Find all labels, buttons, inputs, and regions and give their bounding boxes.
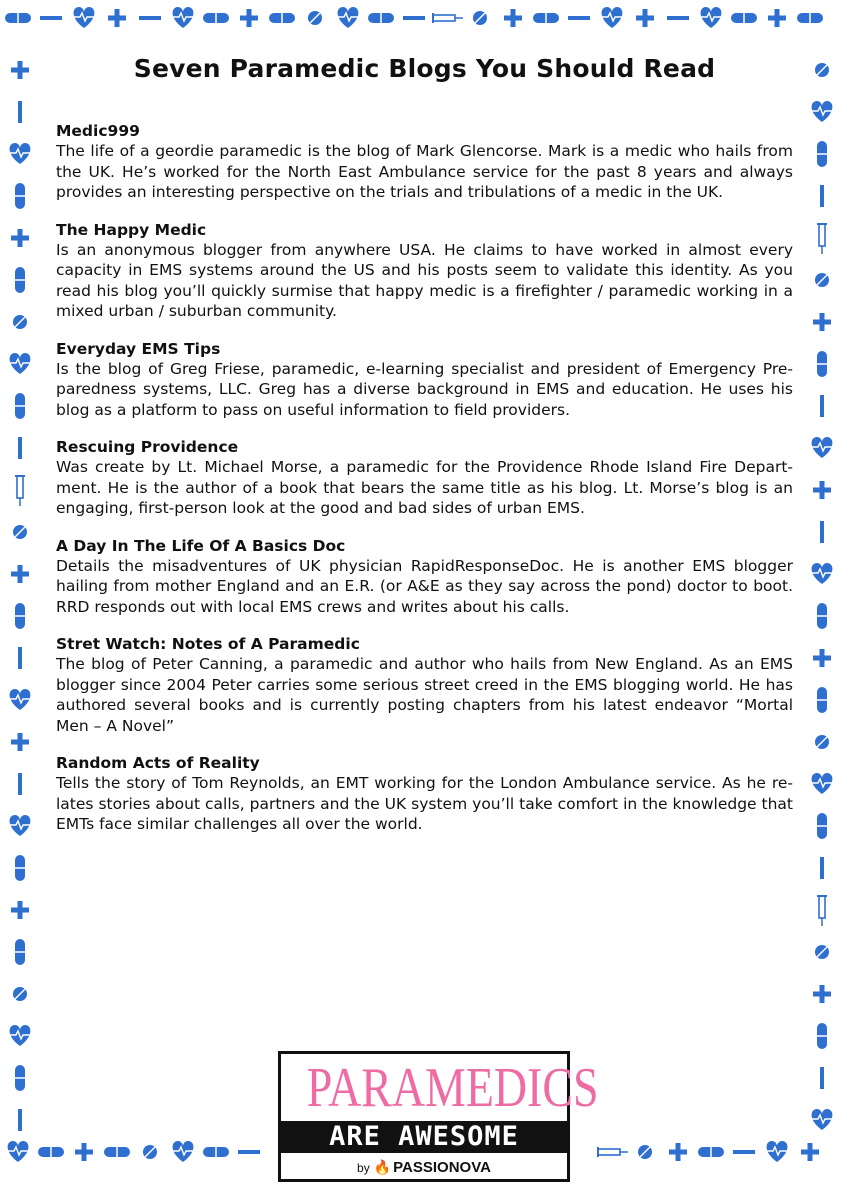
plus-icon bbox=[11, 565, 29, 583]
blog-entry bbox=[56, 437, 793, 519]
plus-icon bbox=[240, 9, 258, 27]
dash-icon bbox=[403, 16, 425, 20]
blog-name: Rescuing Providence bbox=[56, 438, 239, 456]
plus-icon bbox=[504, 9, 522, 27]
plus-icon bbox=[813, 985, 831, 1003]
plus-icon bbox=[75, 1143, 93, 1161]
plus-icon bbox=[669, 1143, 687, 1161]
plus-icon bbox=[801, 1143, 819, 1161]
blog-name: Stret Watch: Notes of A Paramedic bbox=[56, 635, 360, 653]
heart-icon bbox=[812, 437, 833, 458]
plus-icon bbox=[813, 313, 831, 331]
heart-icon bbox=[602, 7, 623, 28]
dash-icon bbox=[18, 773, 22, 795]
pill-icon bbox=[15, 393, 25, 419]
dash-icon bbox=[568, 16, 590, 20]
syringe-icon bbox=[15, 476, 25, 506]
heart-icon bbox=[10, 1025, 31, 1046]
pill-icon bbox=[817, 687, 827, 713]
heart-icon bbox=[812, 563, 833, 584]
blog-entry bbox=[56, 339, 793, 421]
blog-entry bbox=[56, 121, 793, 203]
tablet-icon bbox=[815, 273, 829, 287]
pill-icon bbox=[15, 603, 25, 629]
heart-icon bbox=[8, 1141, 29, 1162]
syringe-icon bbox=[817, 896, 827, 926]
plus-icon bbox=[11, 733, 29, 751]
heart-icon bbox=[10, 143, 31, 164]
heart-icon bbox=[812, 773, 833, 794]
pill-icon bbox=[368, 13, 394, 23]
tablet-icon bbox=[815, 735, 829, 749]
tablet-icon bbox=[815, 63, 829, 77]
flame-icon: 🔥 bbox=[373, 1159, 392, 1175]
logo-by: by bbox=[357, 1161, 370, 1175]
blog-name: The Happy Medic bbox=[56, 220, 207, 239]
blog-name: Everyday EMS Tips bbox=[56, 339, 221, 358]
logo-byline bbox=[281, 1159, 567, 1176]
blog-entry bbox=[56, 220, 793, 322]
pill-icon bbox=[15, 183, 25, 209]
syringe-icon bbox=[817, 224, 827, 254]
blog-name: A Day In The Life Of A Basics Doc bbox=[56, 536, 346, 555]
dash-icon bbox=[18, 437, 22, 459]
logo-subtitle: ARE AWESOME bbox=[281, 1121, 567, 1153]
tablet-icon bbox=[13, 315, 27, 329]
pill-icon bbox=[15, 939, 25, 965]
blog-entry bbox=[56, 536, 793, 618]
plus-icon bbox=[813, 649, 831, 667]
pill-icon bbox=[817, 603, 827, 629]
pill-icon bbox=[817, 813, 827, 839]
pill-icon bbox=[38, 1147, 64, 1157]
tablet-icon bbox=[143, 1145, 157, 1159]
syringe-icon bbox=[433, 13, 463, 23]
blog-entry bbox=[56, 753, 793, 835]
heart-icon bbox=[173, 7, 194, 28]
tablet-icon bbox=[13, 987, 27, 1001]
dash-icon bbox=[820, 521, 824, 543]
heart-icon bbox=[767, 1141, 788, 1162]
dash-icon bbox=[18, 1109, 22, 1131]
pill-icon bbox=[15, 1065, 25, 1091]
pill-icon bbox=[533, 13, 559, 23]
blog-name: Medic999 bbox=[56, 122, 140, 140]
article bbox=[56, 54, 793, 852]
tablet-icon bbox=[638, 1145, 652, 1159]
blog-description: Is an anonymous blogger from anywhere USA. He claims to have worked in almost every capacity in EMS systems around the US and his posts seem to validate this identity. As you read his blog you’ll quickly surmise that happy medic is a firefighter / paramedic working in a mixed urban / suburban community. bbox=[56, 240, 793, 320]
heart-icon bbox=[173, 1141, 194, 1162]
pill-icon bbox=[731, 13, 757, 23]
pill-icon bbox=[203, 1147, 229, 1157]
dash-icon bbox=[667, 16, 689, 20]
blog-description: Was create by Lt. Michael Morse, a paramedic for the Providence Rhode Island Fire Depart-ment. He is the author of a book that bears the same title as his blog. Lt. Morse’s blog is an engaging, first-person look at the good and bad sides of urban EMS. bbox=[56, 458, 793, 517]
dash-icon bbox=[40, 16, 62, 20]
dash-icon bbox=[820, 185, 824, 207]
tablet-icon bbox=[473, 11, 487, 25]
pill-icon bbox=[15, 267, 25, 293]
heart-icon bbox=[10, 815, 31, 836]
heart-icon bbox=[74, 7, 95, 28]
plus-icon bbox=[11, 229, 29, 247]
heart-icon bbox=[338, 7, 359, 28]
heart-icon bbox=[812, 1109, 833, 1130]
dash-icon bbox=[18, 647, 22, 669]
dash-icon bbox=[820, 395, 824, 417]
blog-entry bbox=[56, 634, 793, 736]
blog-description: Is the blog of Greg Friese, paramedic, e-learning specialist and president of Emergency Pre-paredness systems, LLC. Greg has a diverse background in EMS and education. He uses his blog as a platform to pass on useful information to field providers. bbox=[56, 359, 793, 419]
plus-icon bbox=[813, 481, 831, 499]
pill-icon bbox=[817, 141, 827, 167]
dash-icon bbox=[820, 1067, 824, 1089]
blog-description: Tells the story of Tom Reynolds, an EMT working for the London Ambulance service. As he re-lates stories about calls, partners and the UK system you’ll take comfort in the knowledge that EMTs face similar challenges all over the world. bbox=[56, 774, 793, 833]
plus-icon bbox=[11, 901, 29, 919]
dash-icon bbox=[238, 1150, 260, 1154]
pill-icon bbox=[104, 1147, 130, 1157]
blog-description: The blog of Peter Canning, a paramedic and author who hails from New England. As an EMS blogger since 2004 Peter carries some serious street creed in the EMS blogging world. He has authored several books and is currently posting chapters from his latest endeavor “Mortal Men – A Novel” bbox=[56, 655, 793, 735]
tablet-icon bbox=[13, 525, 27, 539]
pill-icon bbox=[797, 13, 823, 23]
dash-icon bbox=[139, 16, 161, 20]
syringe-icon bbox=[598, 1147, 628, 1157]
plus-icon bbox=[11, 61, 29, 79]
heart-icon bbox=[812, 101, 833, 122]
dash-icon bbox=[733, 1150, 755, 1154]
blog-description: Details the misadventures of UK physician RapidResponseDoc. He is another EMS blogger hailing from mother England and an E.R. (or A&E as they say across the pond) doctor to boot. RRD responds out with local EMS crews and writes about his calls. bbox=[56, 556, 793, 616]
tablet-icon bbox=[815, 945, 829, 959]
paramedics-are-awesome-logo bbox=[278, 1051, 599, 1182]
pill-icon bbox=[817, 351, 827, 377]
pill-icon bbox=[15, 855, 25, 881]
plus-icon bbox=[636, 9, 654, 27]
plus-icon bbox=[108, 9, 126, 27]
pill-icon bbox=[203, 13, 229, 23]
tablet-icon bbox=[308, 11, 322, 25]
pill-icon bbox=[817, 1023, 827, 1049]
pill-icon bbox=[698, 1147, 724, 1157]
pill-icon bbox=[5, 13, 31, 23]
heart-icon bbox=[10, 689, 31, 710]
logo-title: PARAMEDICS bbox=[306, 1057, 599, 1119]
logo-brand: PASSIONOVA bbox=[393, 1159, 491, 1176]
dash-icon bbox=[820, 857, 824, 879]
page-title: Seven Paramedic Blogs You Should Read bbox=[133, 54, 716, 83]
dash-icon bbox=[18, 101, 22, 123]
heart-icon bbox=[701, 7, 722, 28]
pill-icon bbox=[269, 13, 295, 23]
plus-icon bbox=[768, 9, 786, 27]
heart-icon bbox=[10, 353, 31, 374]
blog-description: The life of a geordie paramedic is the blog of Mark Glencorse. Mark is a medic who hails from the UK. He’s worked for the North East Ambulance service for the past 8 years and always provides an interesting perspective on the trials and tribulations of a medic in the UK. bbox=[56, 142, 793, 201]
blog-name: Random Acts of Reality bbox=[56, 754, 260, 772]
